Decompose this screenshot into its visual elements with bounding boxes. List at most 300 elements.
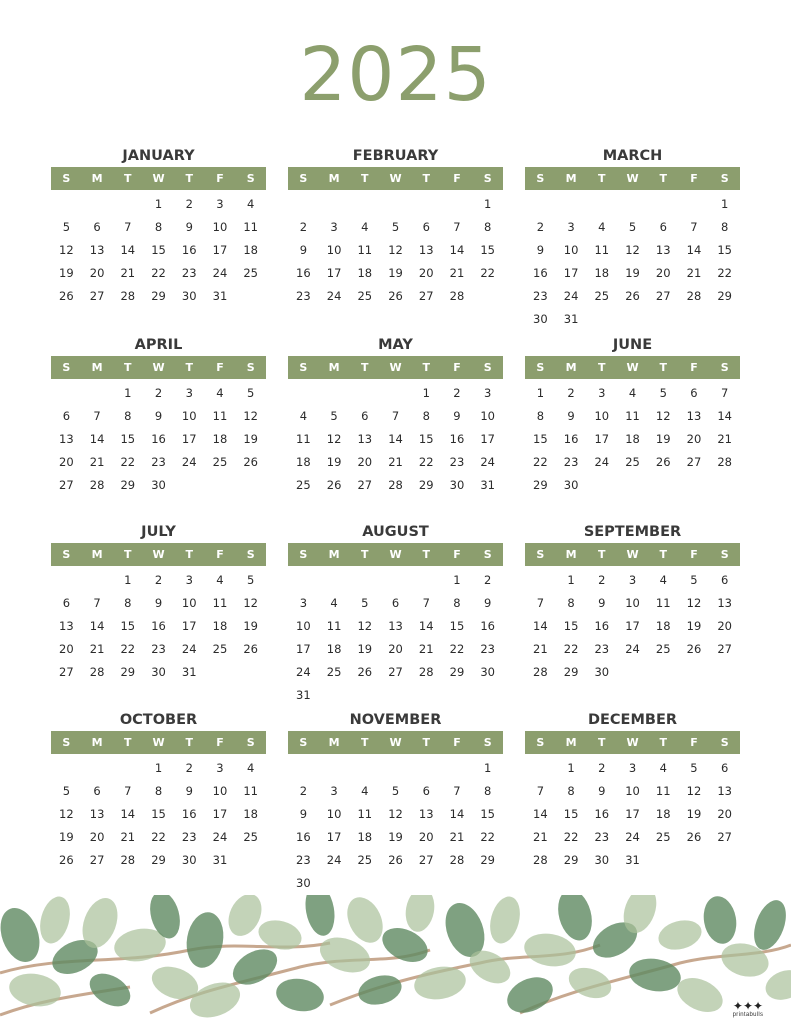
day-cell: 27 bbox=[59, 664, 74, 679]
week-row bbox=[288, 568, 503, 591]
weekday-header bbox=[288, 167, 503, 190]
week-row bbox=[51, 591, 266, 614]
day-cell: 31 bbox=[563, 311, 579, 326]
day-cell: 11 bbox=[594, 242, 610, 257]
day-cell: 4 bbox=[659, 760, 667, 775]
day-cell: 15 bbox=[533, 431, 548, 446]
week-row bbox=[51, 284, 266, 307]
day-cell: 4 bbox=[361, 783, 369, 798]
day-cell: 1 bbox=[154, 760, 163, 775]
month-days bbox=[525, 379, 740, 496]
day-cell: 5 bbox=[690, 760, 698, 775]
day-cell: 2 bbox=[598, 760, 606, 775]
weekday-label: T bbox=[659, 361, 667, 374]
weekday-header bbox=[525, 731, 740, 754]
weekday-label: S bbox=[483, 172, 492, 185]
day-cell: 17 bbox=[326, 265, 342, 280]
day-cell: 6 bbox=[62, 408, 71, 423]
day-cell: 23 bbox=[594, 829, 610, 844]
weekday-label: M bbox=[328, 172, 340, 185]
day-cell: 19 bbox=[243, 618, 258, 633]
day-cell: 29 bbox=[418, 477, 434, 492]
day-cell: 18 bbox=[212, 618, 228, 633]
day-cell: 28 bbox=[717, 454, 732, 469]
day-cell: 5 bbox=[391, 219, 400, 234]
day-cell: 11 bbox=[357, 806, 373, 821]
day-cell: 26 bbox=[326, 477, 342, 492]
day-cell: 27 bbox=[59, 477, 74, 492]
day-cell: 17 bbox=[480, 431, 495, 446]
day-cell: 30 bbox=[563, 477, 579, 492]
day-cell: 18 bbox=[212, 431, 228, 446]
day-cell: 27 bbox=[418, 852, 434, 867]
day-cell: 7 bbox=[422, 595, 430, 610]
day-cell: 25 bbox=[212, 641, 228, 656]
day-cell: 27 bbox=[89, 852, 105, 867]
month-days bbox=[288, 190, 503, 307]
month-july bbox=[51, 521, 266, 683]
week-row bbox=[288, 427, 503, 450]
day-cell: 26 bbox=[625, 288, 640, 303]
week-row bbox=[288, 825, 503, 848]
day-cell: 3 bbox=[330, 219, 338, 234]
month-november bbox=[288, 709, 503, 894]
day-cell: 13 bbox=[89, 242, 105, 257]
brand-logo bbox=[723, 1000, 773, 1018]
weekday-header bbox=[51, 731, 266, 754]
day-cell: 5 bbox=[330, 408, 338, 423]
day-cell: 10 bbox=[212, 219, 228, 234]
weekday-label: W bbox=[152, 172, 165, 185]
day-cell: 11 bbox=[357, 242, 373, 257]
day-cell: 25 bbox=[243, 265, 258, 280]
weekday-label: F bbox=[216, 361, 224, 374]
weekday-label: W bbox=[389, 736, 402, 749]
weekday-label: S bbox=[720, 361, 729, 374]
day-cell: 21 bbox=[717, 431, 732, 446]
day-cell: 2 bbox=[567, 385, 575, 400]
weekday-label: W bbox=[152, 736, 165, 749]
month-days bbox=[525, 566, 740, 683]
day-cell: 1 bbox=[124, 385, 132, 400]
day-cell: 3 bbox=[484, 385, 492, 400]
bull-icon: ✦✦✦ bbox=[732, 999, 764, 1013]
weekday-label: W bbox=[152, 361, 165, 374]
week-row bbox=[525, 192, 740, 215]
week-row bbox=[525, 427, 740, 450]
day-cell: 18 bbox=[357, 829, 373, 844]
day-cell: 22 bbox=[563, 829, 579, 844]
weekday-header bbox=[525, 356, 740, 379]
day-cell: 12 bbox=[326, 431, 342, 446]
day-cell: 30 bbox=[296, 875, 311, 890]
day-cell: 22 bbox=[533, 454, 548, 469]
weekday-label: T bbox=[185, 172, 193, 185]
day-cell: 27 bbox=[655, 288, 671, 303]
day-cell: 18 bbox=[625, 431, 640, 446]
weekday-label: S bbox=[536, 736, 545, 749]
day-cell: 24 bbox=[594, 454, 610, 469]
day-cell: 26 bbox=[686, 829, 702, 844]
day-cell: 12 bbox=[59, 242, 74, 257]
month-days bbox=[288, 566, 503, 706]
day-cell: 27 bbox=[686, 454, 702, 469]
week-row bbox=[525, 660, 740, 683]
day-cell: 13 bbox=[717, 783, 732, 798]
weekday-header bbox=[288, 543, 503, 566]
day-cell: 31 bbox=[181, 664, 197, 679]
weekday-label: M bbox=[565, 548, 577, 561]
day-cell: 10 bbox=[296, 618, 311, 633]
weekday-label: F bbox=[453, 736, 461, 749]
weekday-label: T bbox=[422, 736, 430, 749]
weekday-label: T bbox=[659, 736, 667, 749]
day-cell: 25 bbox=[655, 641, 671, 656]
weekday-label: F bbox=[690, 736, 698, 749]
day-cell: 20 bbox=[717, 806, 732, 821]
day-cell: 3 bbox=[628, 760, 637, 775]
weekday-label: M bbox=[91, 172, 103, 185]
day-cell: 4 bbox=[598, 219, 606, 234]
day-cell: 9 bbox=[154, 595, 163, 610]
day-cell: 21 bbox=[89, 641, 105, 656]
week-row bbox=[525, 848, 740, 871]
day-cell: 30 bbox=[594, 664, 610, 679]
weekday-label: S bbox=[720, 172, 729, 185]
day-cell: 27 bbox=[89, 288, 105, 303]
day-cell: 2 bbox=[484, 572, 492, 587]
day-cell: 15 bbox=[151, 242, 166, 257]
day-cell: 4 bbox=[299, 408, 308, 423]
day-cell: 2 bbox=[299, 783, 308, 798]
day-cell: 22 bbox=[151, 265, 166, 280]
weekday-label: S bbox=[483, 361, 492, 374]
day-cell: 8 bbox=[484, 783, 492, 798]
day-cell: 30 bbox=[151, 664, 166, 679]
weekday-label: S bbox=[62, 361, 71, 374]
day-cell: 29 bbox=[120, 477, 136, 492]
day-cell: 25 bbox=[357, 852, 373, 867]
day-cell: 21 bbox=[449, 265, 465, 280]
leaf-border bbox=[0, 895, 791, 1024]
day-cell: 23 bbox=[533, 288, 548, 303]
month-may bbox=[288, 334, 503, 496]
day-cell: 18 bbox=[296, 454, 311, 469]
month-name: FEBRUARY bbox=[352, 148, 439, 164]
day-cell: 4 bbox=[361, 219, 369, 234]
day-cell: 6 bbox=[62, 595, 71, 610]
day-cell: 28 bbox=[449, 288, 465, 303]
day-cell: 8 bbox=[124, 408, 132, 423]
day-cell: 21 bbox=[120, 265, 136, 280]
day-cell: 16 bbox=[563, 431, 579, 446]
day-cell: 24 bbox=[212, 265, 228, 280]
day-cell: 9 bbox=[598, 783, 606, 798]
day-cell: 5 bbox=[659, 385, 667, 400]
weekday-header bbox=[525, 543, 740, 566]
weekday-label: S bbox=[299, 736, 308, 749]
weekday-label: W bbox=[152, 548, 165, 561]
day-cell: 1 bbox=[484, 760, 492, 775]
day-cell: 4 bbox=[247, 760, 255, 775]
day-cell: 13 bbox=[357, 431, 373, 446]
weekday-label: T bbox=[185, 361, 193, 374]
day-cell: 6 bbox=[721, 572, 729, 587]
day-cell: 21 bbox=[89, 454, 105, 469]
day-cell: 3 bbox=[598, 385, 606, 400]
weekday-label: T bbox=[361, 548, 369, 561]
day-cell: 26 bbox=[243, 641, 258, 656]
month-december bbox=[525, 709, 740, 871]
day-cell: 24 bbox=[296, 664, 311, 679]
day-cell: 19 bbox=[388, 829, 403, 844]
day-cell: 9 bbox=[536, 242, 545, 257]
month-days bbox=[51, 754, 266, 871]
day-cell: 12 bbox=[686, 783, 702, 798]
day-cell: 28 bbox=[533, 664, 548, 679]
week-row bbox=[51, 261, 266, 284]
weekday-label: S bbox=[246, 172, 255, 185]
day-cell: 14 bbox=[449, 242, 465, 257]
day-cell: 12 bbox=[243, 408, 258, 423]
month-march bbox=[525, 145, 740, 330]
day-cell: 28 bbox=[418, 664, 434, 679]
day-cell: 16 bbox=[151, 431, 166, 446]
week-row bbox=[51, 802, 266, 825]
weekday-label: T bbox=[361, 736, 369, 749]
day-cell: 15 bbox=[717, 242, 732, 257]
day-cell: 8 bbox=[124, 595, 132, 610]
day-cell: 3 bbox=[628, 572, 637, 587]
day-cell: 10 bbox=[326, 242, 342, 257]
day-cell: 16 bbox=[181, 806, 197, 821]
weekday-label: T bbox=[124, 172, 132, 185]
weekday-label: S bbox=[246, 736, 255, 749]
week-row bbox=[288, 637, 503, 660]
week-row bbox=[288, 473, 503, 496]
weekday-label: S bbox=[246, 361, 255, 374]
day-cell: 12 bbox=[243, 595, 258, 610]
week-row bbox=[51, 614, 266, 637]
day-cell: 4 bbox=[247, 196, 255, 211]
day-cell: 28 bbox=[89, 664, 105, 679]
week-row bbox=[288, 404, 503, 427]
day-cell: 7 bbox=[721, 385, 729, 400]
day-cell: 6 bbox=[721, 760, 729, 775]
weekday-label: T bbox=[659, 548, 667, 561]
day-cell: 1 bbox=[484, 196, 492, 211]
month-name: APRIL bbox=[134, 337, 183, 353]
day-cell: 9 bbox=[299, 806, 308, 821]
month-june bbox=[525, 334, 740, 496]
day-cell: 4 bbox=[216, 385, 224, 400]
week-row bbox=[525, 568, 740, 591]
weekday-label: T bbox=[598, 361, 606, 374]
day-cell: 10 bbox=[480, 408, 495, 423]
day-cell: 17 bbox=[625, 806, 640, 821]
day-cell: 15 bbox=[563, 806, 579, 821]
day-cell: 28 bbox=[388, 477, 403, 492]
day-cell: 14 bbox=[717, 408, 732, 423]
day-cell: 6 bbox=[690, 385, 698, 400]
day-cell: 11 bbox=[212, 408, 228, 423]
day-cell: 15 bbox=[418, 431, 434, 446]
month-days bbox=[525, 190, 740, 330]
day-cell: 27 bbox=[357, 477, 373, 492]
day-cell: 6 bbox=[93, 783, 101, 798]
day-cell: 28 bbox=[120, 852, 136, 867]
month-name: JULY bbox=[141, 524, 176, 540]
day-cell: 14 bbox=[89, 618, 105, 633]
day-cell: 20 bbox=[418, 265, 434, 280]
day-cell: 11 bbox=[212, 595, 228, 610]
day-cell: 20 bbox=[89, 265, 105, 280]
day-cell: 30 bbox=[480, 664, 495, 679]
week-row bbox=[525, 756, 740, 779]
weekday-header bbox=[51, 356, 266, 379]
day-cell: 13 bbox=[717, 595, 732, 610]
day-cell: 25 bbox=[326, 664, 342, 679]
month-days bbox=[51, 379, 266, 496]
day-cell: 3 bbox=[185, 572, 193, 587]
day-cell: 8 bbox=[484, 219, 492, 234]
day-cell: 25 bbox=[625, 454, 640, 469]
day-cell: 7 bbox=[391, 408, 400, 423]
day-cell: 24 bbox=[181, 641, 197, 656]
week-row bbox=[288, 756, 503, 779]
weekday-label: F bbox=[216, 172, 224, 185]
day-cell: 15 bbox=[480, 806, 495, 821]
day-cell: 23 bbox=[594, 641, 610, 656]
day-cell: 13 bbox=[418, 806, 434, 821]
day-cell: 8 bbox=[422, 408, 430, 423]
day-cell: 21 bbox=[418, 641, 434, 656]
week-row bbox=[525, 473, 740, 496]
year-title: 2025 bbox=[299, 32, 492, 118]
day-cell: 24 bbox=[563, 288, 579, 303]
week-row bbox=[525, 404, 740, 427]
day-cell: 2 bbox=[185, 196, 193, 211]
month-april bbox=[51, 334, 266, 496]
day-cell: 19 bbox=[388, 265, 403, 280]
day-cell: 5 bbox=[628, 219, 637, 234]
weekday-label: F bbox=[453, 172, 461, 185]
day-cell: 14 bbox=[686, 242, 702, 257]
day-cell: 31 bbox=[480, 477, 495, 492]
week-row bbox=[51, 404, 266, 427]
day-cell: 10 bbox=[625, 783, 640, 798]
day-cell: 19 bbox=[243, 431, 258, 446]
weekday-label: M bbox=[91, 548, 103, 561]
day-cell: 29 bbox=[480, 852, 495, 867]
day-cell: 13 bbox=[655, 242, 671, 257]
day-cell: 4 bbox=[659, 572, 667, 587]
day-cell: 29 bbox=[533, 477, 548, 492]
day-cell: 4 bbox=[628, 385, 637, 400]
weekday-label: S bbox=[536, 172, 545, 185]
week-row bbox=[288, 660, 503, 683]
day-cell: 22 bbox=[717, 265, 732, 280]
month-name: AUGUST bbox=[362, 524, 429, 540]
day-cell: 30 bbox=[449, 477, 465, 492]
day-cell: 16 bbox=[594, 618, 610, 633]
day-cell: 26 bbox=[388, 288, 403, 303]
month-days bbox=[51, 190, 266, 307]
month-february bbox=[288, 145, 503, 307]
day-cell: 8 bbox=[721, 219, 729, 234]
day-cell: 16 bbox=[594, 806, 610, 821]
day-cell: 1 bbox=[567, 572, 575, 587]
week-row bbox=[51, 756, 266, 779]
day-cell: 5 bbox=[62, 783, 71, 798]
month-days bbox=[525, 754, 740, 871]
month-august bbox=[288, 521, 503, 706]
day-cell: 14 bbox=[388, 431, 403, 446]
day-cell: 18 bbox=[243, 242, 258, 257]
day-cell: 2 bbox=[598, 572, 606, 587]
weekday-label: W bbox=[389, 172, 402, 185]
day-cell: 19 bbox=[59, 829, 74, 844]
day-cell: 19 bbox=[686, 618, 702, 633]
weekday-label: W bbox=[626, 736, 639, 749]
day-cell: 21 bbox=[120, 829, 136, 844]
day-cell: 27 bbox=[717, 829, 732, 844]
day-cell: 14 bbox=[120, 806, 136, 821]
day-cell: 20 bbox=[59, 641, 74, 656]
day-cell: 19 bbox=[357, 641, 373, 656]
month-days bbox=[51, 566, 266, 683]
month-name: JANUARY bbox=[122, 148, 195, 164]
weekday-label: W bbox=[626, 172, 639, 185]
day-cell: 7 bbox=[124, 219, 132, 234]
weekday-label: T bbox=[598, 548, 606, 561]
week-row bbox=[51, 568, 266, 591]
day-cell: 31 bbox=[212, 288, 228, 303]
day-cell: 7 bbox=[690, 219, 698, 234]
day-cell: 19 bbox=[59, 265, 74, 280]
day-cell: 20 bbox=[655, 265, 671, 280]
day-cell: 18 bbox=[594, 265, 610, 280]
day-cell: 17 bbox=[212, 242, 228, 257]
day-cell: 18 bbox=[655, 618, 671, 633]
day-cell: 11 bbox=[625, 408, 640, 423]
day-cell: 14 bbox=[449, 806, 465, 821]
day-cell: 28 bbox=[686, 288, 702, 303]
day-cell: 1 bbox=[567, 760, 575, 775]
week-row bbox=[288, 215, 503, 238]
day-cell: 7 bbox=[536, 783, 545, 798]
weekday-label: S bbox=[246, 548, 255, 561]
day-cell: 3 bbox=[330, 783, 338, 798]
weekday-label: S bbox=[720, 548, 729, 561]
day-cell: 9 bbox=[598, 595, 606, 610]
day-cell: 20 bbox=[418, 829, 434, 844]
day-cell: 7 bbox=[93, 595, 101, 610]
month-name: DECEMBER bbox=[587, 712, 678, 728]
day-cell: 3 bbox=[216, 196, 224, 211]
day-cell: 5 bbox=[247, 385, 255, 400]
weekday-label: F bbox=[216, 548, 224, 561]
weekday-label: M bbox=[328, 548, 340, 561]
day-cell: 1 bbox=[124, 572, 132, 587]
day-cell: 9 bbox=[299, 242, 308, 257]
day-cell: 23 bbox=[296, 852, 311, 867]
day-cell: 22 bbox=[449, 641, 465, 656]
day-cell: 25 bbox=[212, 454, 228, 469]
day-cell: 8 bbox=[453, 595, 461, 610]
day-cell: 10 bbox=[326, 806, 342, 821]
month-name: JUNE bbox=[612, 337, 653, 353]
